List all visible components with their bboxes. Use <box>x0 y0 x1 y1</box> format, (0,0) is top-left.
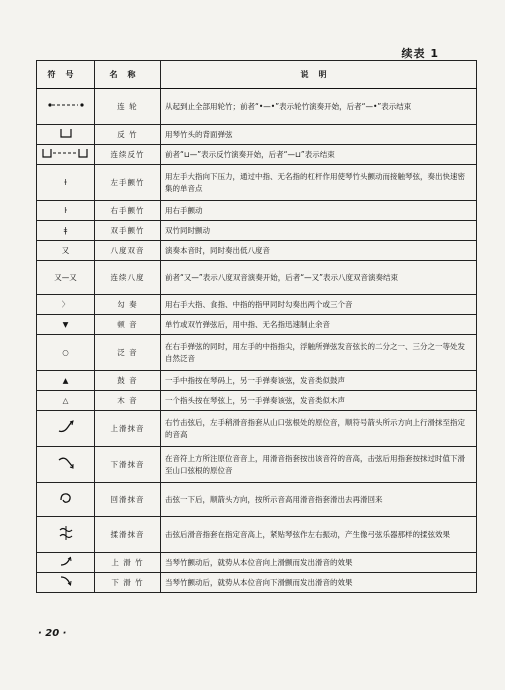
table-row <box>37 573 477 593</box>
name-cell: 连 轮 <box>95 89 161 125</box>
name-cell: 右手颤竹 <box>95 201 161 221</box>
symbol-cell: ▼ <box>37 315 95 335</box>
name-cell: 上滑抹音 <box>95 411 161 447</box>
return-slide-icon <box>57 490 75 510</box>
symbol-cell: ɫ <box>37 165 95 201</box>
symbol-cell: ǂ <box>37 221 95 241</box>
description-cell: 用右手大指、食指、中指的指甲同时勾奏出两个或三个音 <box>161 295 477 315</box>
table-row <box>37 517 477 553</box>
name-cell: 顿 音 <box>95 315 161 335</box>
slide-down-icon <box>56 455 76 475</box>
description-cell: 双竹同时颤动 <box>161 221 477 241</box>
table-row <box>37 371 477 391</box>
name-cell: 双手颤竹 <box>95 221 161 241</box>
page-number: · 20 · <box>38 628 67 639</box>
description-cell: 击弦后滑音指套在指定音高上，紧贴琴弦作左右振动，产生像弓弦乐器那样的揉弦效果 <box>161 517 477 553</box>
table-row <box>37 145 477 165</box>
name-cell: 连续八度 <box>95 261 161 295</box>
symbol-table <box>36 60 477 593</box>
symbol-cell <box>37 125 95 145</box>
description-cell: 在音符上方所注原位音音上，用滑音指套按出该音符的音高，击弦后用指套按抹过时值下滑至山口弦根的原位音 <box>161 447 477 483</box>
bracket-range-icon <box>41 147 91 163</box>
table-row <box>37 483 477 517</box>
table-row <box>37 391 477 411</box>
tremolo-slide-icon <box>57 524 75 546</box>
description-cell: 击弦一下后，顺箭头方向，按所示音高用滑音指套滑出去再滑回来 <box>161 483 477 517</box>
name-cell: 回滑抹音 <box>95 483 161 517</box>
description-cell: 在右手弹弦的同时，用左手的中指指尖，浮触所弹弦发音弦长的二分之一、三分之一等处发自然泛音 <box>161 335 477 371</box>
table-row <box>37 315 477 335</box>
symbol-cell <box>37 483 95 517</box>
description-cell: 当琴竹颤动后，就势从本位音向下滑颤而发出滑音的效果 <box>161 573 477 593</box>
table-row <box>37 335 477 371</box>
table-row <box>37 447 477 483</box>
table-row <box>37 221 477 241</box>
table-row <box>37 201 477 221</box>
name-cell: 下 滑 竹 <box>95 573 161 593</box>
table-row <box>37 411 477 447</box>
symbol-cell: △ <box>37 391 95 411</box>
name-cell: 下滑抹音 <box>95 447 161 483</box>
bracket-open-icon <box>59 127 73 143</box>
description-cell: 单竹或双竹弹弦后，用中指、无名指迅速制止余音 <box>161 315 477 335</box>
description-cell: 用左手大指向下压力，通过中指、无名指的杠杆作用使琴竹头颤动而接触琴弦，奏出快速密集的单音点 <box>161 165 477 201</box>
table-row <box>37 241 477 261</box>
symbol-cell <box>37 573 95 593</box>
description-cell: 一手中指按在琴码上，另一手弹奏该弦，发音类似鼓声 <box>161 371 477 391</box>
symbol-cell: 又 <box>37 241 95 261</box>
description-cell: 用琴竹头的背面弹弦 <box>161 125 477 145</box>
table-header-row <box>37 61 477 89</box>
symbol-cell: ŀ <box>37 201 95 221</box>
name-cell: 反 竹 <box>95 125 161 145</box>
bend-down-icon <box>58 575 74 591</box>
symbol-cell <box>37 517 95 553</box>
name-cell: 勾 奏 <box>95 295 161 315</box>
bend-up-icon <box>58 555 74 571</box>
symbol-cell <box>37 145 95 165</box>
description-cell: 当琴竹颤动后，就势从本位音向上滑颤而发出滑音的效果 <box>161 553 477 573</box>
vibrato-range-icon <box>44 100 88 114</box>
description-cell: 右竹击弦后，左手稍滑音指套从山口弦根处的原位音，顺符号箭头所示方向上行滑抹至指定的音高 <box>161 411 477 447</box>
table-row <box>37 125 477 145</box>
description-cell: 从起到止全部用轮竹；前者“•—•”表示轮竹演奏开始，后者“—•”表示结束 <box>161 89 477 125</box>
table-row <box>37 89 477 125</box>
name-cell: 木 音 <box>95 391 161 411</box>
table-caption: 续表 1 <box>401 47 439 60</box>
slide-up-icon <box>56 419 76 439</box>
symbol-cell: 〉 <box>37 295 95 315</box>
name-cell: 八度双音 <box>95 241 161 261</box>
symbol-cell: ○ <box>37 335 95 371</box>
name-cell: 揉滑抹音 <box>95 517 161 553</box>
symbol-cell: ▲ <box>37 371 95 391</box>
name-cell: 连续反竹 <box>95 145 161 165</box>
table-row <box>37 261 477 295</box>
description-cell: 用右手颤动 <box>161 201 477 221</box>
description-cell: 前者“又—”表示八度双音演奏开始，后者“—又”表示八度双音演奏结束 <box>161 261 477 295</box>
header-name: 名称 <box>95 61 161 89</box>
header-symbol: 符号 <box>37 61 95 89</box>
table-row <box>37 553 477 573</box>
name-cell: 上 滑 竹 <box>95 553 161 573</box>
description-cell: 前者“⊔—”表示反竹演奏开始，后者“—⊔”表示结束 <box>161 145 477 165</box>
table-row <box>37 165 477 201</box>
symbol-cell <box>37 447 95 483</box>
symbol-cell <box>37 553 95 573</box>
description-cell: 一个指头按在琴弦上，另一手弹奏该弦，发音类似木声 <box>161 391 477 411</box>
name-cell: 泛 音 <box>95 335 161 371</box>
symbol-cell <box>37 89 95 125</box>
table-row <box>37 295 477 315</box>
name-cell: 左手颤竹 <box>95 165 161 201</box>
symbol-cell <box>37 411 95 447</box>
header-desc: 说明 <box>161 61 477 89</box>
name-cell: 鼓 音 <box>95 371 161 391</box>
description-cell: 演奏本音时，同时奏出低八度音 <box>161 241 477 261</box>
symbol-cell: 又—又 <box>37 261 95 295</box>
